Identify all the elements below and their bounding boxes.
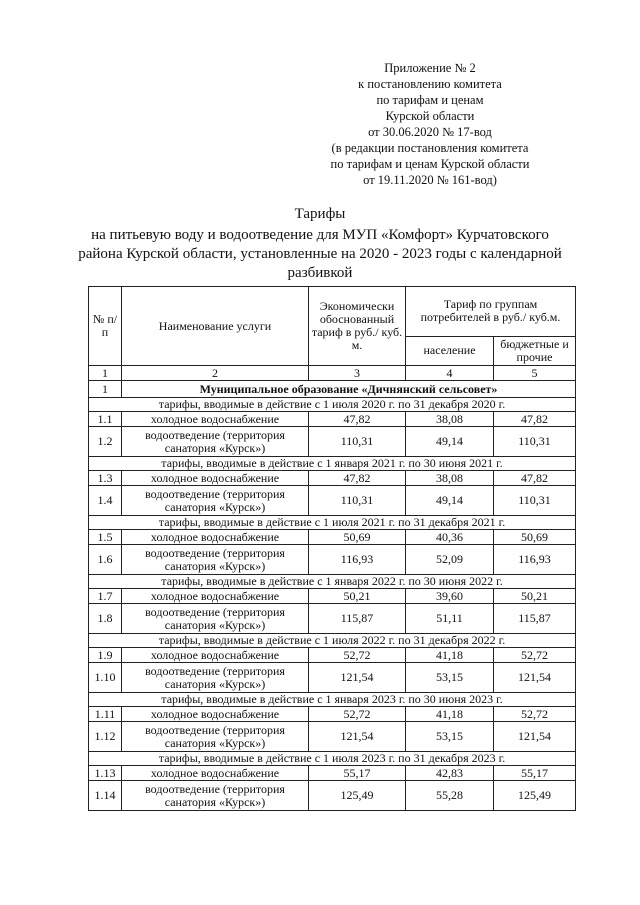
appendix-line: от 19.11.2020 № 161-вод)	[363, 173, 497, 187]
row-num: 1.11	[89, 707, 122, 722]
row-num: 1.3	[89, 471, 122, 486]
population-tariff: 41,18	[406, 707, 494, 722]
budget-tariff: 115,87	[494, 604, 576, 634]
economic-tariff: 125,49	[309, 781, 406, 811]
period-row	[89, 516, 576, 530]
budget-tariff: 52,72	[494, 707, 576, 722]
budget-tariff: 47,82	[494, 471, 576, 486]
row-num: 1.2	[89, 427, 122, 457]
economic-tariff: 110,31	[309, 427, 406, 457]
service-name: водоотведение (территория санатория «Курск»)	[122, 427, 309, 457]
tariff-row	[89, 486, 576, 516]
column-index-row	[89, 366, 576, 381]
title-line: на питьевую воду и водоотведение для МУП «Комфорт» Курчатовского	[91, 227, 549, 243]
municipality-row	[89, 381, 576, 398]
period-row	[89, 575, 576, 589]
budget-tariff: 116,93	[494, 545, 576, 575]
economic-tariff: 110,31	[309, 486, 406, 516]
appendix-line: Курской области	[385, 109, 475, 123]
service-name: холодное водоснабжение	[122, 766, 309, 781]
appendix-line: по тарифам и ценам	[376, 93, 484, 107]
title-heading: Тарифы	[294, 206, 346, 222]
title-line: района Курской области, установленные на 2020 - 2023 годы с календарной	[78, 246, 562, 262]
header-population: население	[406, 336, 494, 365]
tariff-row	[89, 589, 576, 604]
population-tariff: 42,83	[406, 766, 494, 781]
economic-tariff: 115,87	[309, 604, 406, 634]
header-budget: бюджетные и прочие	[494, 336, 576, 365]
period-label: тарифы, вводимые в действие с 1 января 2023 г. по 30 июня 2023 г.	[89, 693, 576, 707]
population-tariff: 53,15	[406, 663, 494, 693]
budget-tariff: 47,82	[494, 412, 576, 427]
service-name: холодное водоснабжение	[122, 589, 309, 604]
column-index: 2	[122, 366, 309, 381]
tariff-row	[89, 427, 576, 457]
economic-tariff: 50,69	[309, 530, 406, 545]
economic-tariff: 55,17	[309, 766, 406, 781]
header-num: № п/п	[89, 287, 122, 366]
municipality-name: Муниципальное образование «Дичнянский сельсовет»	[122, 381, 576, 398]
service-name: водоотведение (территория санатория «Курск»)	[122, 604, 309, 634]
period-row	[89, 398, 576, 412]
tariff-row	[89, 545, 576, 575]
row-num: 1.8	[89, 604, 122, 634]
economic-tariff: 121,54	[309, 722, 406, 752]
column-index: 1	[89, 366, 122, 381]
period-label: тарифы, вводимые в действие с 1 июля 2020 г. по 31 декабря 2020 г.	[89, 398, 576, 412]
service-name: водоотведение (территория санатория «Курск»)	[122, 486, 309, 516]
tariff-row	[89, 781, 576, 811]
population-tariff: 51,11	[406, 604, 494, 634]
row-num: 1.5	[89, 530, 122, 545]
tariff-row	[89, 663, 576, 693]
service-name: холодное водоснабжение	[122, 412, 309, 427]
period-row	[89, 693, 576, 707]
economic-tariff: 50,21	[309, 589, 406, 604]
appendix-line: Приложение № 2	[384, 61, 476, 75]
tariff-row	[89, 412, 576, 427]
economic-tariff: 47,82	[309, 412, 406, 427]
budget-tariff: 125,49	[494, 781, 576, 811]
row-num: 1.10	[89, 663, 122, 693]
budget-tariff: 50,69	[494, 530, 576, 545]
municipality-num: 1	[89, 381, 122, 398]
period-row	[89, 457, 576, 471]
population-tariff: 55,28	[406, 781, 494, 811]
row-num: 1.9	[89, 648, 122, 663]
economic-tariff: 52,72	[309, 648, 406, 663]
population-tariff: 38,08	[406, 471, 494, 486]
service-name: холодное водоснабжение	[122, 530, 309, 545]
period-label: тарифы, вводимые в действие с 1 июля 2023 г. по 31 декабря 2023 г.	[89, 752, 576, 766]
row-num: 1.6	[89, 545, 122, 575]
period-label: тарифы, вводимые в действие с 1 июля 2022 г. по 31 декабря 2022 г.	[89, 634, 576, 648]
service-name: холодное водоснабжение	[122, 707, 309, 722]
economic-tariff: 121,54	[309, 663, 406, 693]
tariff-table	[88, 286, 576, 811]
economic-tariff: 47,82	[309, 471, 406, 486]
budget-tariff: 110,31	[494, 486, 576, 516]
population-tariff: 49,14	[406, 427, 494, 457]
population-tariff: 49,14	[406, 486, 494, 516]
budget-tariff: 50,21	[494, 589, 576, 604]
column-index: 5	[494, 366, 576, 381]
tariff-row	[89, 604, 576, 634]
budget-tariff: 121,54	[494, 663, 576, 693]
appendix-line: по тарифам и ценам Курской области	[330, 157, 530, 171]
service-name: водоотведение (территория санатория «Курск»)	[122, 663, 309, 693]
tariff-row	[89, 648, 576, 663]
header-service: Наименование услуги	[122, 287, 309, 366]
tariff-row	[89, 530, 576, 545]
budget-tariff: 110,31	[494, 427, 576, 457]
header-economic: Экономически обоснованный тариф в руб./ куб. м.	[309, 287, 406, 366]
population-tariff: 39,60	[406, 589, 494, 604]
appendix-line: к постановлению комитета	[358, 77, 502, 91]
tariff-row	[89, 722, 576, 752]
population-tariff: 40,36	[406, 530, 494, 545]
service-name: водоотведение (территория санатория «Курск»)	[122, 781, 309, 811]
economic-tariff: 116,93	[309, 545, 406, 575]
column-index: 4	[406, 366, 494, 381]
tariff-row	[89, 766, 576, 781]
row-num: 1.14	[89, 781, 122, 811]
service-name: холодное водоснабжение	[122, 471, 309, 486]
population-tariff: 53,15	[406, 722, 494, 752]
economic-tariff: 52,72	[309, 707, 406, 722]
appendix-line: от 30.06.2020 № 17-вод	[368, 125, 492, 139]
population-tariff: 41,18	[406, 648, 494, 663]
appendix-block	[300, 60, 560, 188]
period-label: тарифы, вводимые в действие с 1 января 2021 г. по 30 июня 2021 г.	[89, 457, 576, 471]
document-title	[70, 205, 570, 283]
period-row	[89, 752, 576, 766]
budget-tariff: 55,17	[494, 766, 576, 781]
title-line: разбивкой	[287, 265, 353, 281]
column-index: 3	[309, 366, 406, 381]
header-row	[89, 287, 576, 337]
service-name: холодное водоснабжение	[122, 648, 309, 663]
row-num: 1.4	[89, 486, 122, 516]
row-num: 1.1	[89, 412, 122, 427]
budget-tariff: 52,72	[494, 648, 576, 663]
period-label: тарифы, вводимые в действие с 1 июля 2021 г. по 31 декабря 2021 г.	[89, 516, 576, 530]
period-label: тарифы, вводимые в действие с 1 января 2022 г. по 30 июня 2022 г.	[89, 575, 576, 589]
tariff-row	[89, 471, 576, 486]
row-num: 1.7	[89, 589, 122, 604]
period-row	[89, 634, 576, 648]
service-name: водоотведение (территория санатория «Курск»)	[122, 545, 309, 575]
appendix-line: (в редакции постановления комитета	[331, 141, 529, 155]
budget-tariff: 121,54	[494, 722, 576, 752]
tariff-row	[89, 707, 576, 722]
population-tariff: 38,08	[406, 412, 494, 427]
population-tariff: 52,09	[406, 545, 494, 575]
row-num: 1.13	[89, 766, 122, 781]
row-num: 1.12	[89, 722, 122, 752]
header-groups: Тариф по группам потребителей в руб./ куб.м.	[406, 287, 576, 337]
service-name: водоотведение (территория санатория «Курск»)	[122, 722, 309, 752]
